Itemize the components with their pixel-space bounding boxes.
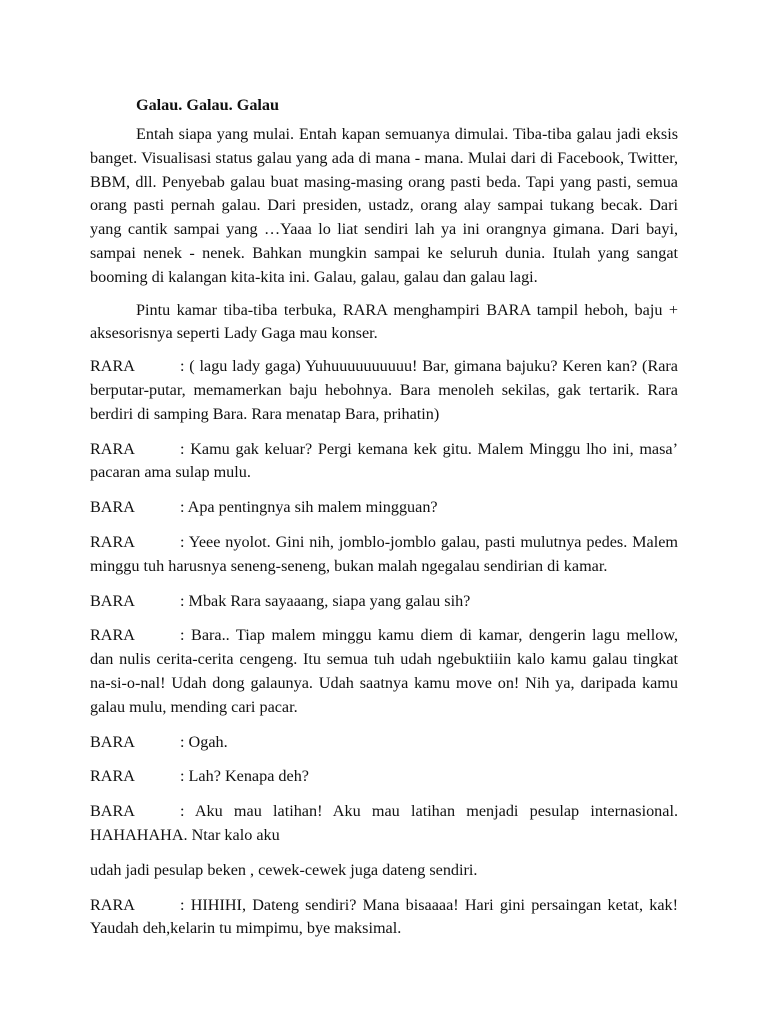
- dialogue-text: : ( lagu lady gaga) Yuhuuuuuuuuuu! Bar, gimana bajuku? Keren kan? (Rara berputar-putar, memamerkan baju hebohnya. Bara menoleh sekilas, gak tertarik. Rara berdiri di samping Bara. Rara menatap Bara, prihatin): [90, 357, 678, 423]
- dialogue-line: [90, 531, 678, 579]
- dialogue-text: : Kamu gak keluar? Pergi kemana kek gitu. Malem Minggu lho ini, masa’ pacaran ama sulap mulu.: [90, 439, 678, 482]
- dialogue-line: [90, 355, 678, 426]
- speaker-name: BARA: [90, 802, 135, 821]
- document-page: [90, 95, 678, 952]
- speaker-name: RARA: [90, 626, 135, 645]
- speaker-name: RARA: [90, 895, 135, 914]
- dialogue-text: : Yeee nyolot. Gini nih, jomblo-jomblo galau, pasti mulutnya pedes. Malem minggu tuh harusnya seneng-seneng, bukan malah ngegalau sendirian di kamar.: [90, 532, 678, 575]
- speaker-name: RARA: [90, 767, 135, 786]
- dialogue-line: [90, 438, 678, 486]
- dialogue-text: : Mbak Rara sayaaang, siapa yang galau sih?: [180, 591, 471, 610]
- dialogue-text: : Aku mau latihan! Aku mau latihan menjadi pesulap internasional. HAHAHAHA. Ntar kalo aku: [90, 802, 678, 844]
- dialogue-text: : Apa pentingnya sih malem mingguan?: [180, 498, 438, 517]
- document-title: Galau. Galau. Galau: [136, 96, 280, 114]
- speaker-name: BARA: [90, 498, 135, 517]
- speaker-name: BARA: [90, 732, 135, 751]
- intro-paragraph-1: Entah siapa yang mulai. Entah kapan semuanya dimulai. Tiba-tiba galau jadi eksis banget. Visualisasi status galau yang ada di mana - mana. Mulai dari di Facebook, Twitter, BBM, dll. Penyebab galau buat masing-masing orang pasti beda. Tapi yang pasti, semua orang pasti pernah galau. Dari presiden, ustadz, orang alay sampai tukang becak. Dari yang cantik sampai yang …Yaaa lo liat sendiri lah ya ini orangnya gimana. Dari bayi, sampai nenek - nenek. Bahkan mungkin sampai ke seluruh dunia. Itulah yang sangat booming di kalangan kita-kita ini. Galau, galau, galau dan galau lagi.: [90, 125, 678, 286]
- dialogue-line: [90, 731, 678, 755]
- speaker-name: RARA: [90, 532, 135, 551]
- dialogue-text: : Bara.. Tiap malem minggu kamu diem di kamar, dengerin lagu mellow, dan nulis cerita-cerita cengeng. Itu semua tuh udah ngebuktiiin kalo kamu galau tingkat na-si-o-nal! Udah dong galaunya. Udah saatnya kamu move on! Nih ya, daripada kamu galau mulu, mending cari pacar.: [90, 626, 678, 716]
- dialogue-text: : Lah? Kenapa deh?: [180, 767, 309, 786]
- dialogue-line: [90, 624, 678, 719]
- dialogue-text: : HIHIHI, Dateng sendiri? Mana bisaaaa! Hari gini persaingan ketat, kak! Yaudah deh,kelarin tu mimpimu, bye maksimal.: [90, 895, 678, 938]
- dialogue-text: : Ogah.: [180, 732, 228, 751]
- intro-paragraph-2: Pintu kamar tiba-tiba terbuka, RARA menghampiri BARA tampil heboh, baju + aksesorisnya seperti Lady Gaga mau konser.: [90, 300, 678, 343]
- continuation-paragraph: udah jadi pesulap beken , cewek-cewek juga dateng sendiri.: [90, 860, 478, 879]
- dialogue-line: [90, 496, 678, 520]
- dialogue-line: [90, 590, 678, 614]
- speaker-name: BARA: [90, 591, 135, 610]
- speaker-name: RARA: [90, 439, 135, 458]
- dialogue-line: [90, 800, 678, 848]
- dialogue-line: [90, 765, 678, 789]
- dialogue-line: [90, 894, 678, 942]
- speaker-name: RARA: [90, 357, 135, 376]
